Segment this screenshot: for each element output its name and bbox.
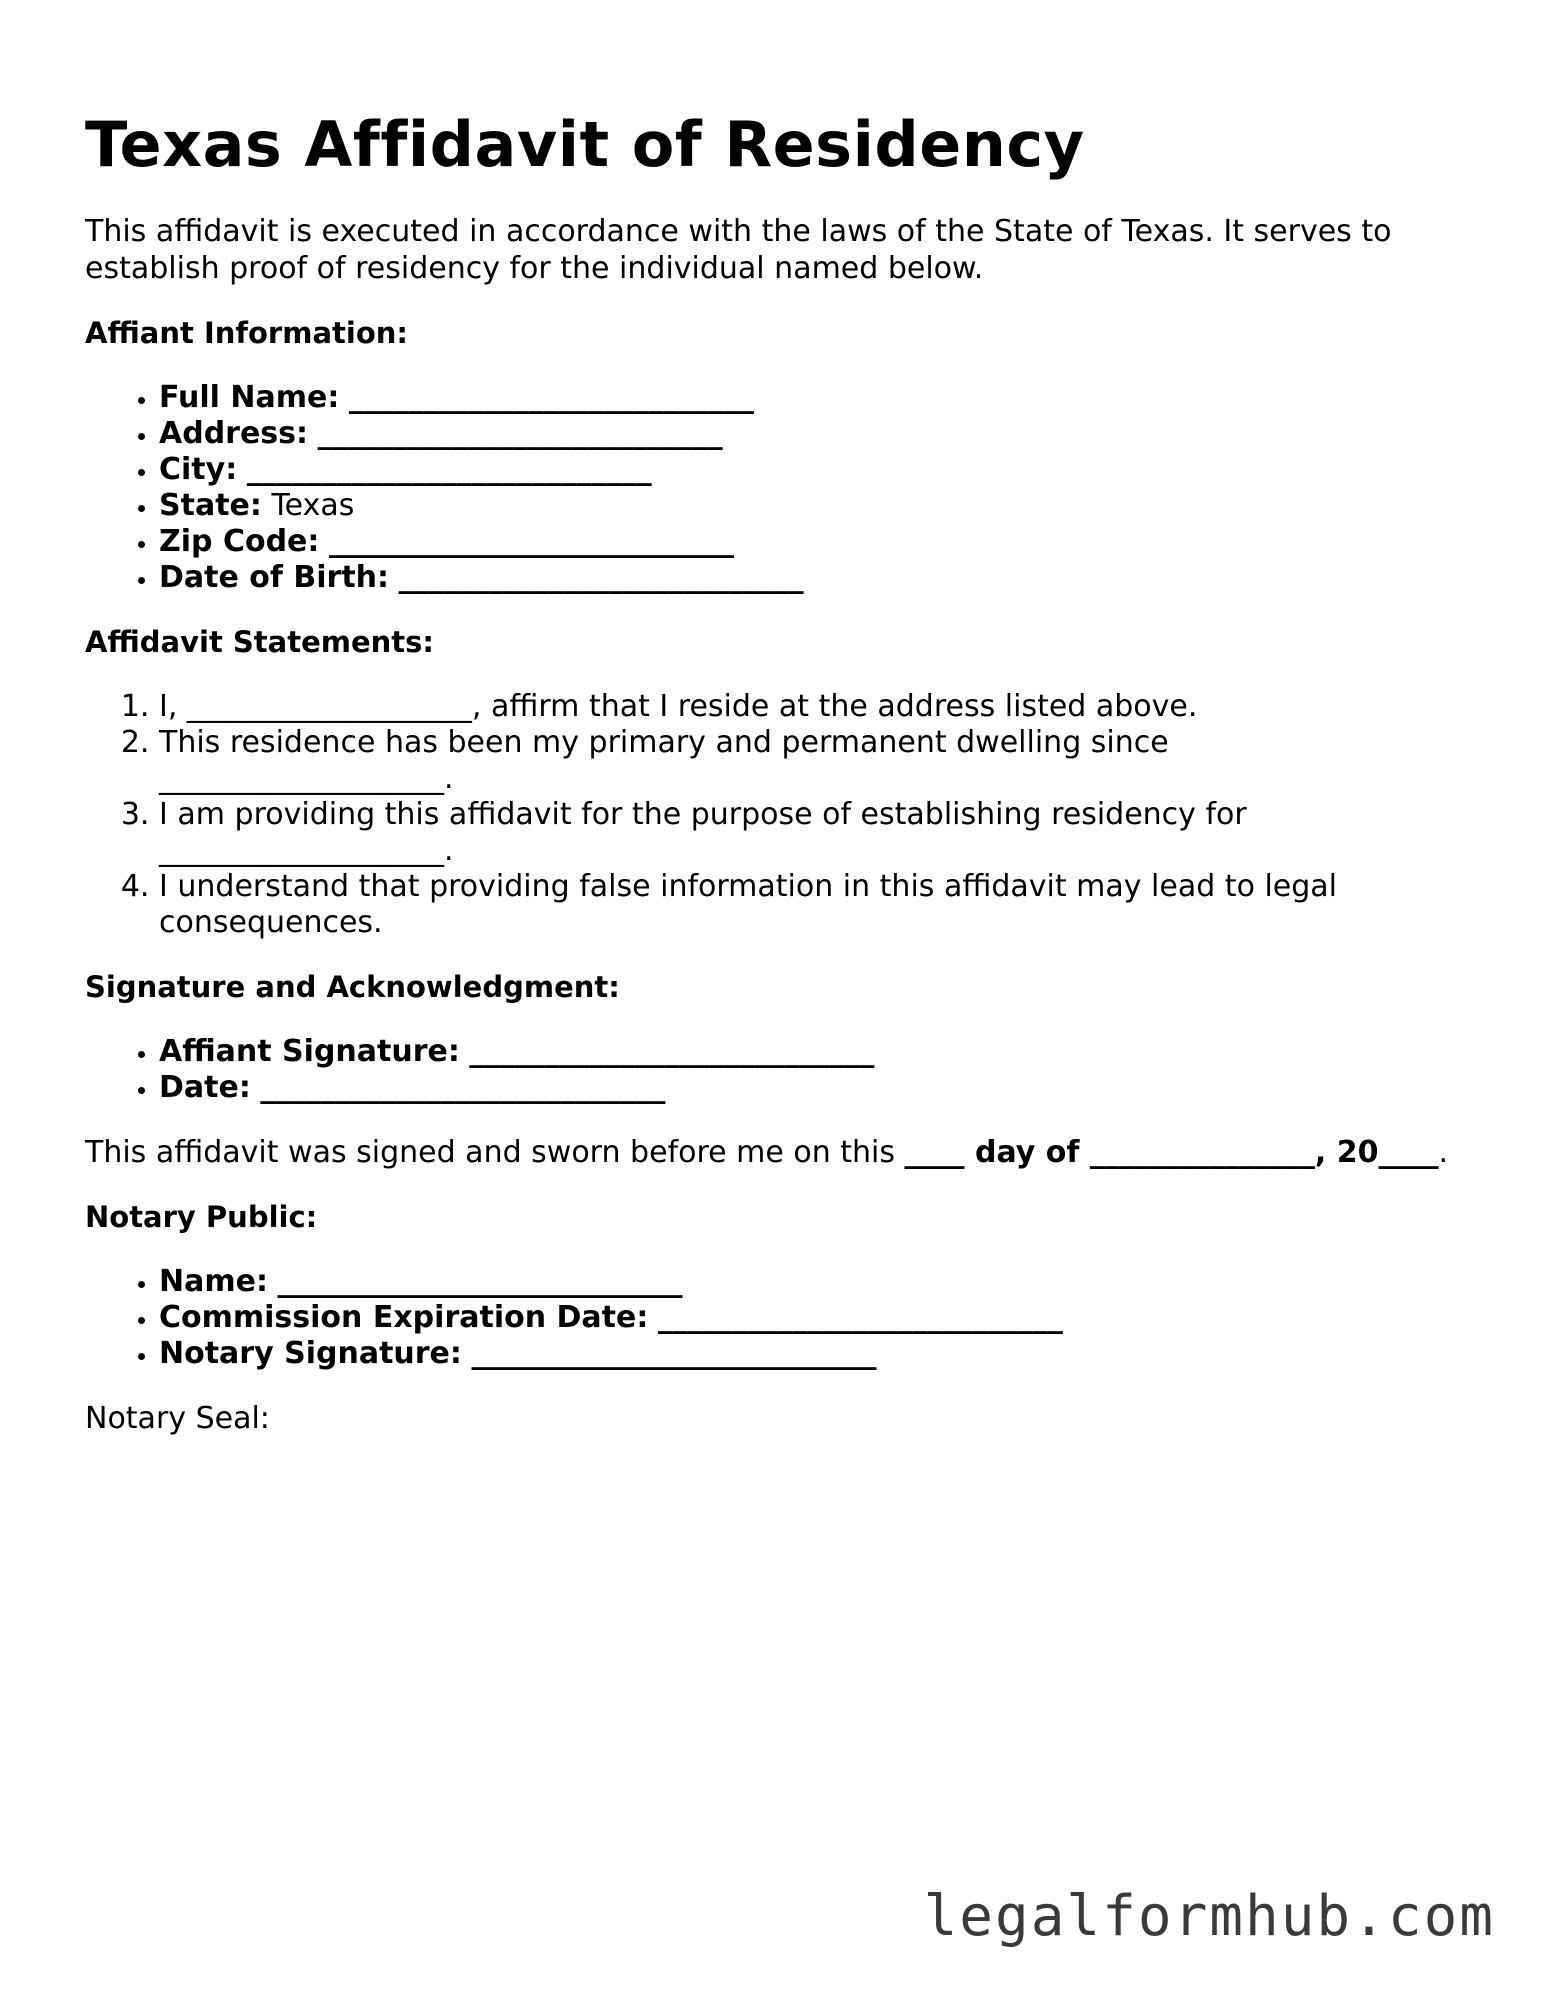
signature-heading: Signature and Acknowledgment: — [85, 970, 620, 1004]
notary-heading: Notary Public: — [85, 1200, 318, 1234]
full-name-field[interactable]: ___________________________ — [348, 380, 754, 415]
list-item — [159, 560, 1465, 596]
date-of-birth-field[interactable]: ___________________________ — [398, 560, 804, 595]
field-label: Name: — [159, 1264, 268, 1299]
field-label: Address: — [159, 416, 309, 451]
statement-item: 2. This residence has been my primary and permanent dwelling since ___________________. — [159, 725, 1465, 797]
notary-list — [85, 1264, 1465, 1372]
field-label: Commission Expiration Date: — [159, 1300, 649, 1335]
list-item — [159, 380, 1465, 416]
statements-heading: Affidavit Statements: — [85, 625, 435, 659]
list-item — [159, 524, 1465, 560]
field-label: Date: — [159, 1070, 251, 1105]
affiant-signature-field[interactable]: ___________________________ — [469, 1034, 875, 1069]
field-label: Full Name: — [159, 380, 340, 415]
statements-list — [85, 689, 1465, 941]
commission-expiration-field[interactable]: ___________________________ — [657, 1300, 1063, 1335]
intro-paragraph: This affidavit is executed in accordance with the laws of the State of Texas. It serves to establish proof of residency for the individual named below. — [85, 214, 1392, 286]
sworn-date-field[interactable]: ____ day of _______________, 20____ — [904, 1135, 1439, 1170]
signature-list — [85, 1034, 1465, 1106]
list-item — [159, 1070, 1465, 1106]
zip-code-field[interactable]: ___________________________ — [328, 524, 734, 559]
notary-seal-label: Notary Seal: — [85, 1401, 270, 1436]
signature-date-field[interactable]: ___________________________ — [260, 1070, 666, 1105]
affiant-list — [85, 380, 1465, 596]
statement-item: 3. I am providing this affidavit for the purpose of establishing residency for ___________________. — [159, 797, 1465, 869]
document-title: Texas Affidavit of Residency — [85, 108, 1085, 181]
list-item — [159, 452, 1465, 488]
field-label: City: — [159, 452, 238, 487]
list-item — [159, 1300, 1465, 1336]
city-field[interactable]: ___________________________ — [246, 452, 652, 487]
field-label: Affiant Signature: — [159, 1034, 460, 1069]
watermark: legalformhub.com — [923, 1884, 1495, 1949]
field-label: State: — [159, 488, 262, 523]
address-field[interactable]: ___________________________ — [317, 416, 723, 451]
list-item — [159, 416, 1465, 452]
list-item — [159, 1264, 1465, 1300]
sworn-suffix: . — [1438, 1135, 1449, 1170]
list-item — [159, 1034, 1465, 1070]
state-value: Texas — [271, 488, 355, 523]
list-item — [159, 1336, 1465, 1372]
notary-name-field[interactable]: ___________________________ — [277, 1264, 683, 1299]
notary-signature-field[interactable]: ___________________________ — [471, 1336, 877, 1371]
affiant-heading: Affiant Information: — [85, 316, 408, 350]
statement-item: 4. I understand that providing false information in this affidavit may lead to legal consequences. — [159, 869, 1465, 941]
sworn-prefix: This affidavit was signed and sworn before me on this — [85, 1135, 905, 1170]
field-label: Date of Birth: — [159, 560, 390, 595]
field-label: Notary Signature: — [159, 1336, 462, 1371]
list-item — [159, 488, 1465, 524]
field-label: Zip Code: — [159, 524, 320, 559]
sworn-statement — [85, 1134, 1465, 1171]
document-page — [85, 105, 1465, 1437]
statement-item: 1. I, ___________________, affirm that I reside at the address listed above. — [159, 689, 1465, 725]
